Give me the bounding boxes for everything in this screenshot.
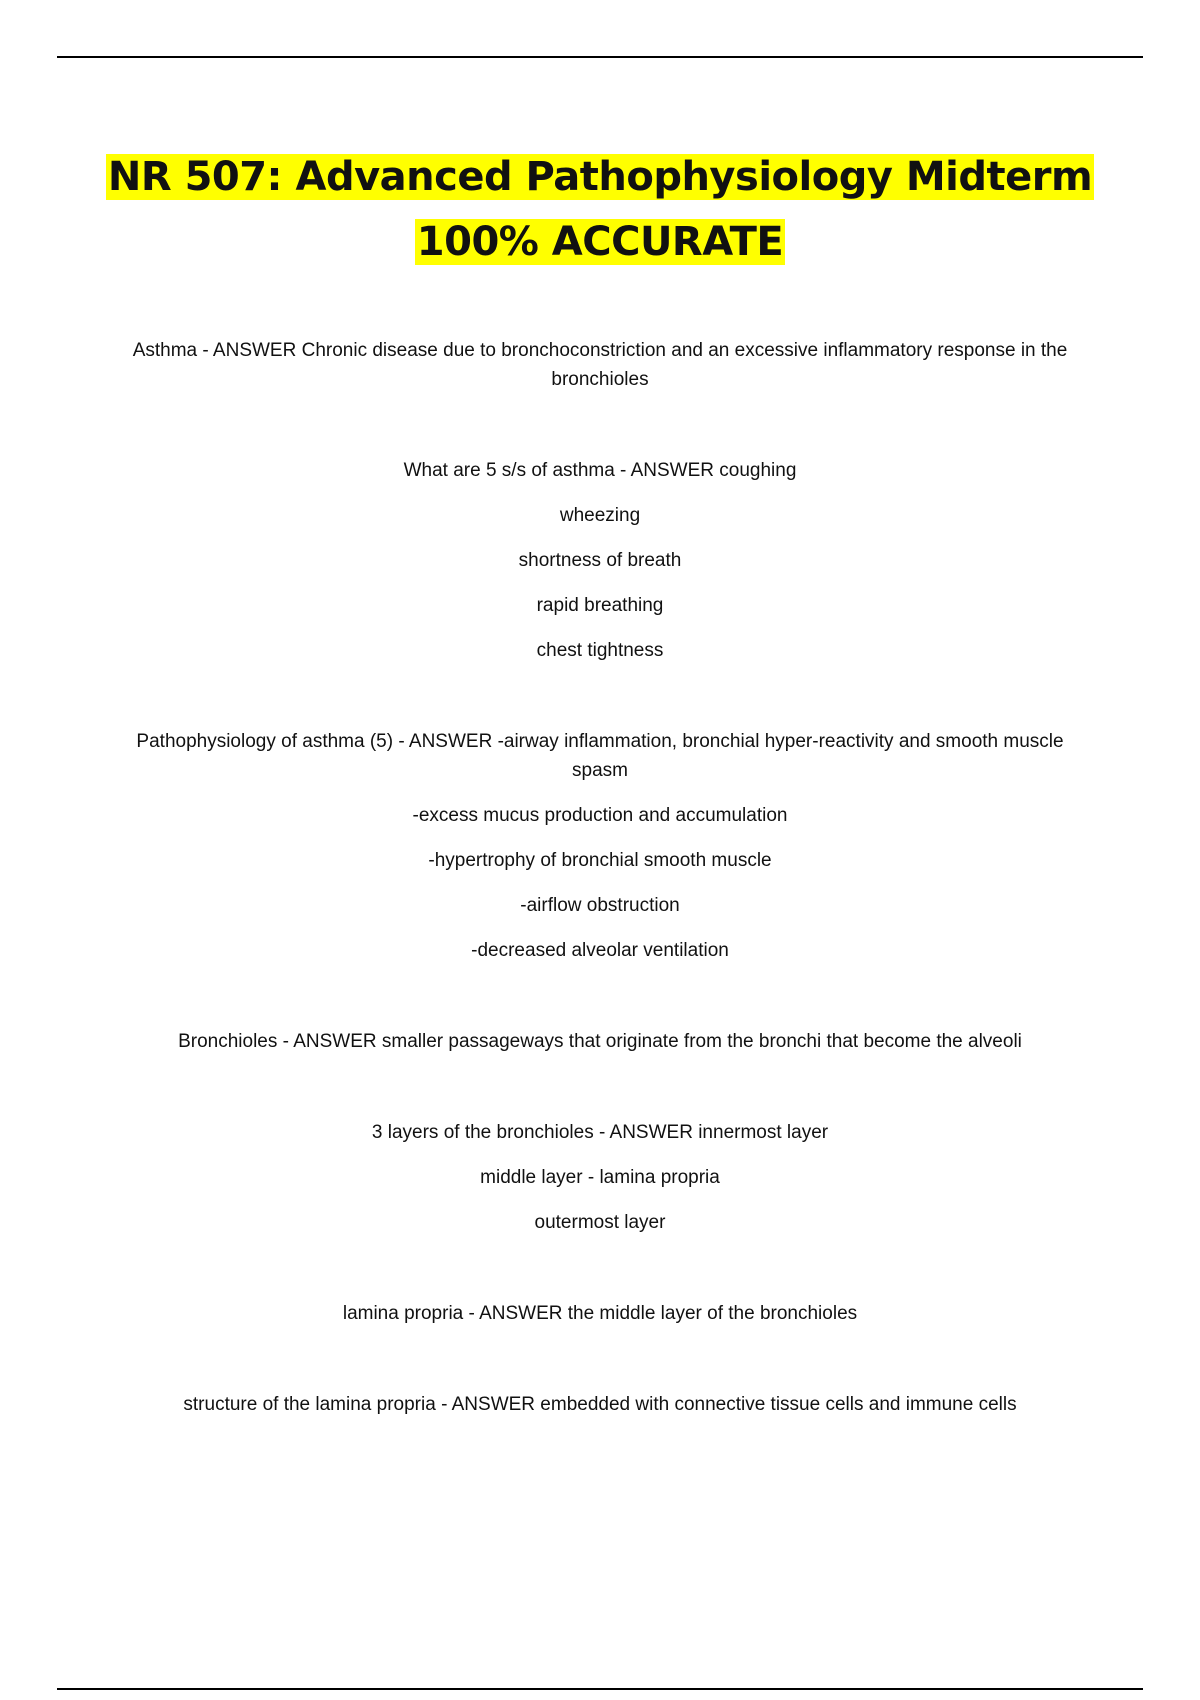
qa-entry-lamina-propria [130,1299,1070,1328]
qa-entry-bronchioles [130,1027,1070,1056]
qa-line: middle layer - lamina propria [480,1167,720,1188]
qa-line: -decreased alveolar ventilation [471,940,729,961]
qa-entry-asthma [130,336,1070,394]
qa-line: lamina propria - ANSWER the middle layer of the bronchioles [342,1303,858,1324]
qa-entry-asthma-pathophysiology [130,727,1070,965]
qa-line: -airflow obstruction [520,895,680,916]
qa-line: rapid breathing [536,595,664,616]
qa-line: structure of the lamina propria - ANSWER embedded with connective tissue cells and immune cells [183,1394,1017,1415]
qa-line: chest tightness [536,640,664,661]
qa-line: -hypertrophy of bronchial smooth muscle [428,850,772,871]
qa-entry-asthma-symptoms [130,456,1070,665]
qa-line: Asthma - ANSWER Chronic disease due to bronchoconstriction and an excessive inflammatory response in the bronchioles [132,340,1068,390]
title-line-1: NR 507: Advanced Pathophysiology Midterm [107,154,1093,200]
qa-line: wheezing [559,505,641,526]
qa-line: Pathophysiology of asthma (5) - ANSWER -airway inflammation, bronchial hyper-reactivity and smooth muscle spasm [136,731,1064,781]
qa-line: outermost layer [534,1212,666,1233]
document-title [0,145,1200,275]
top-rule [57,56,1143,58]
bottom-rule [57,1688,1143,1690]
qa-line: 3 layers of the bronchioles - ANSWER innermost layer [371,1122,829,1143]
qa-line: Bronchioles - ANSWER smaller passageways that originate from the bronchi that become the alveoli [178,1031,1022,1052]
title-line-2: 100% ACCURATE [416,219,784,265]
qa-entry-bronchiole-layers [130,1118,1070,1237]
qa-entry-lamina-propria-structure [130,1390,1070,1419]
qa-line: shortness of breath [518,550,682,571]
qa-content [130,336,1070,1419]
qa-line: What are 5 s/s of asthma - ANSWER coughing [403,460,797,481]
qa-line: -excess mucus production and accumulation [412,805,788,826]
